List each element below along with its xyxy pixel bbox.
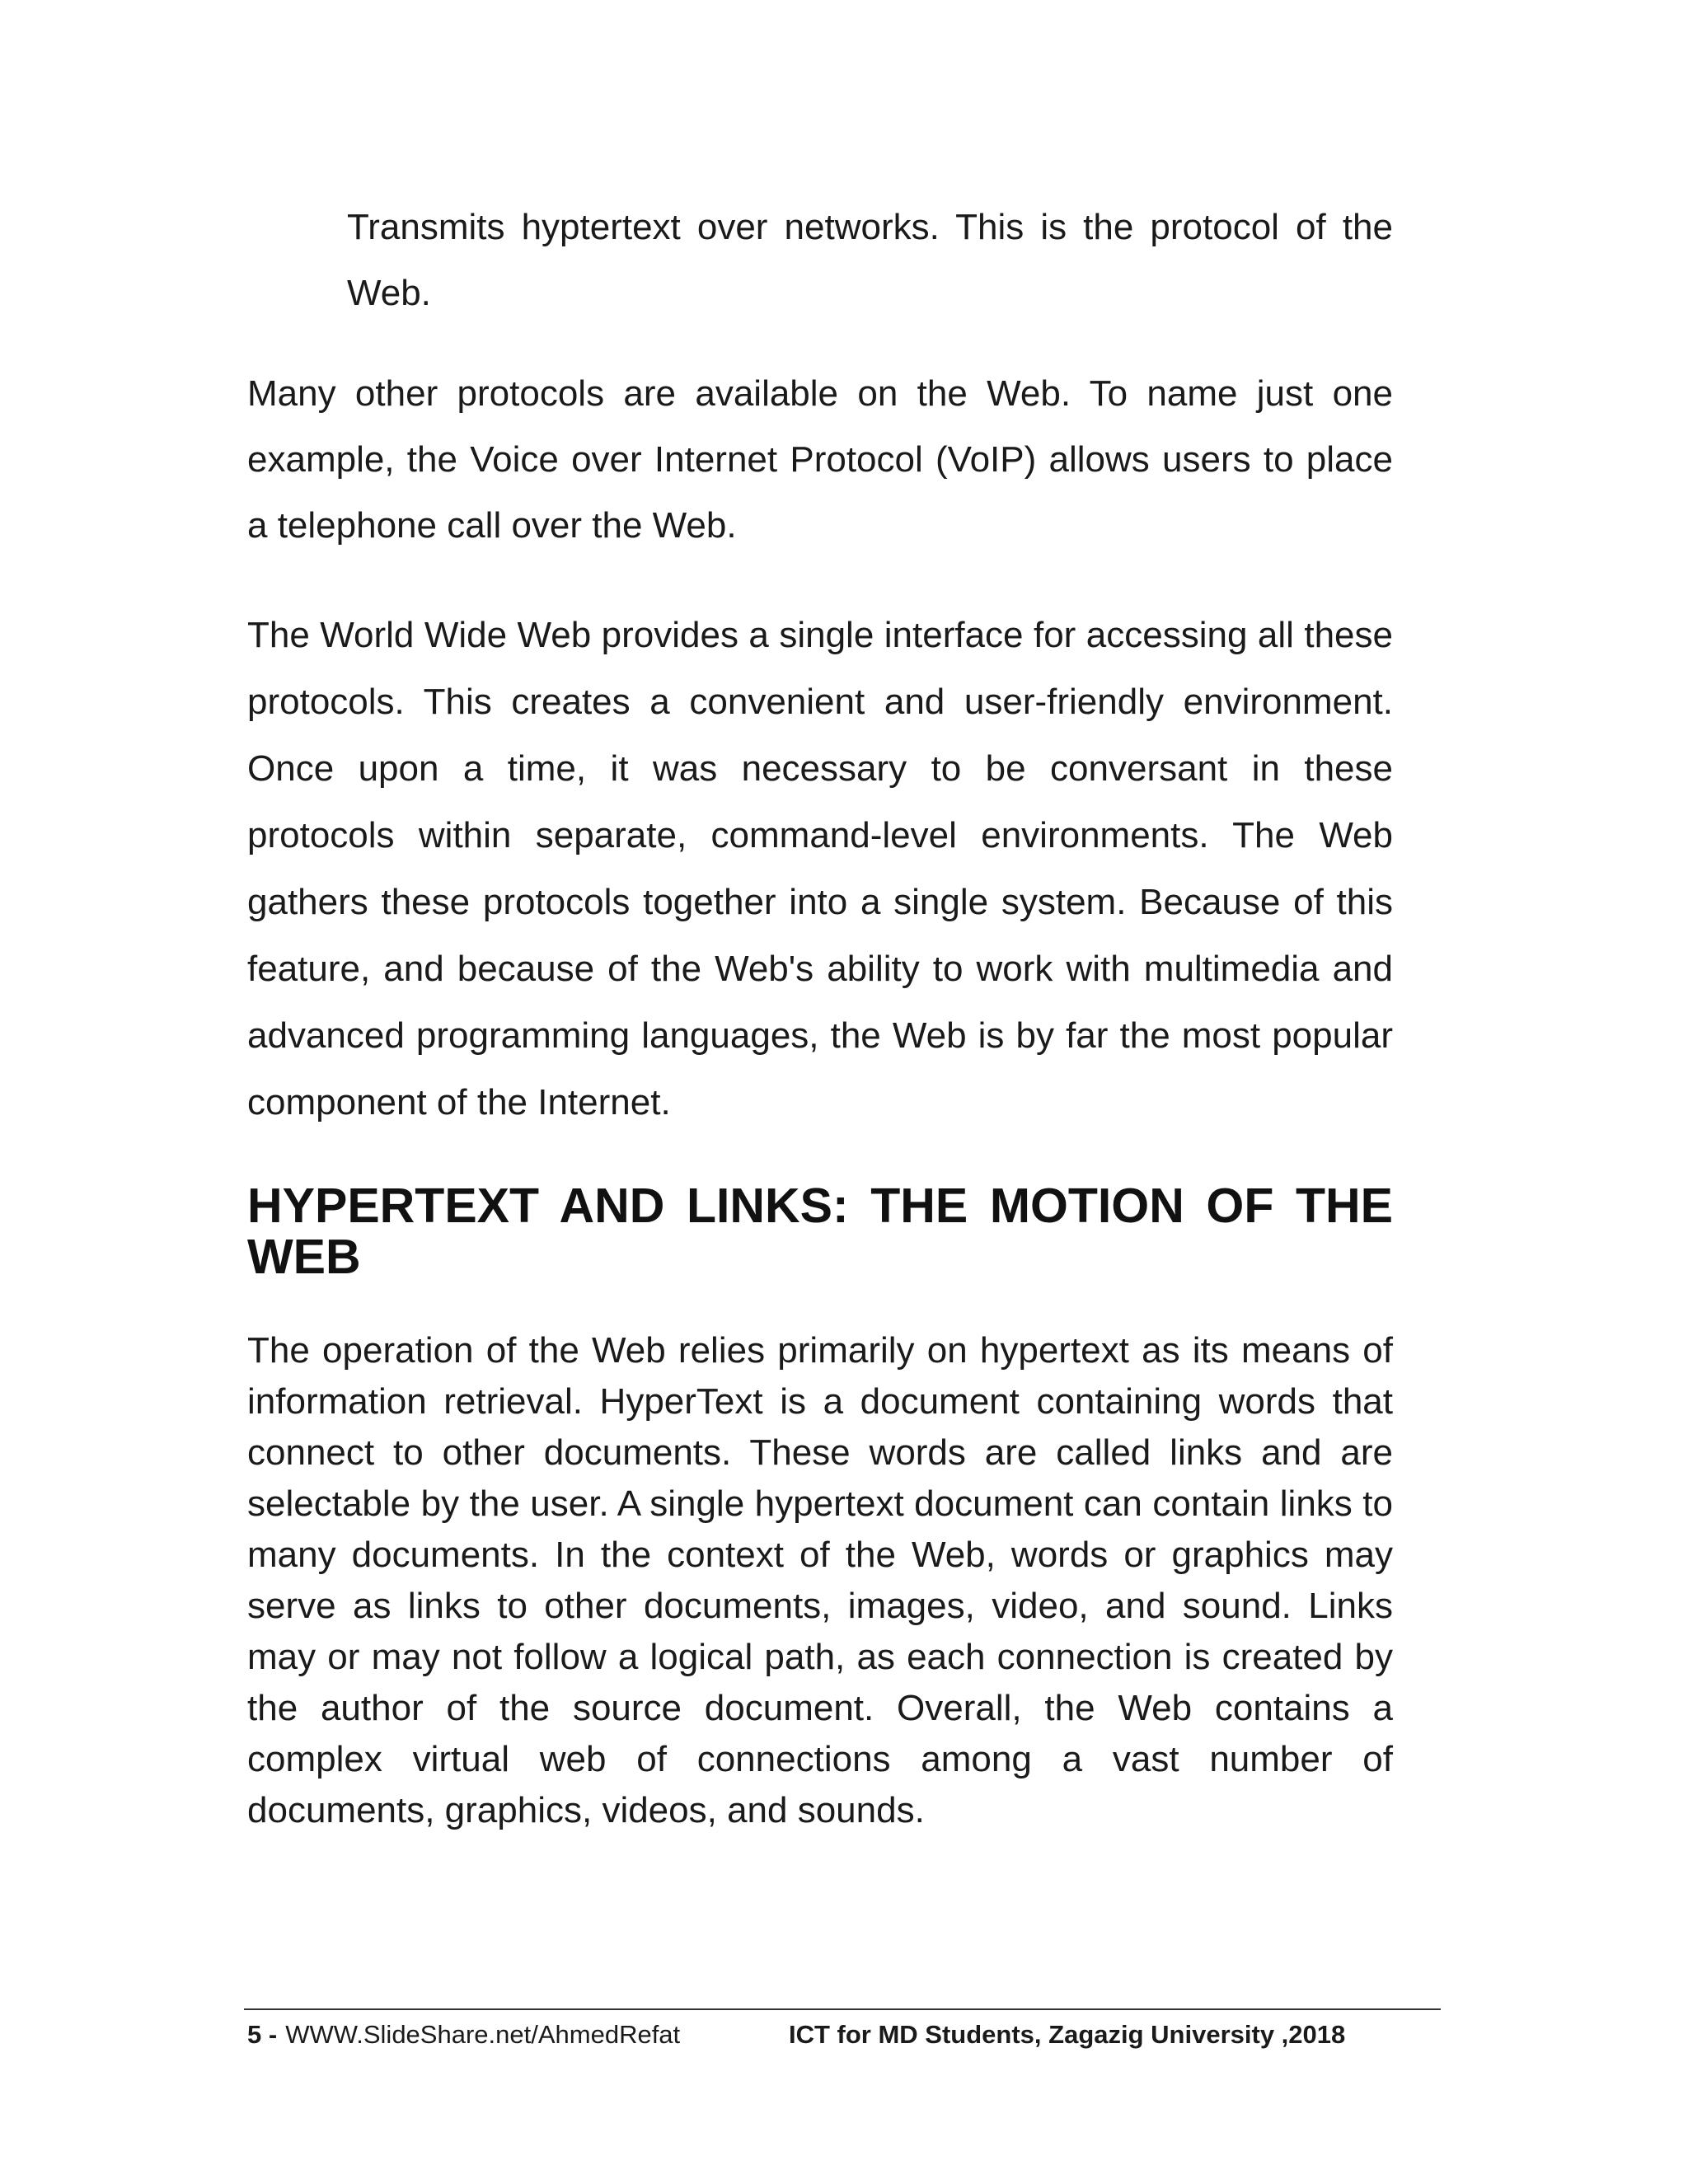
- paragraph-protocols: Many other protocols are available on the Web. To name just one example, the Voice over Internet Protocol (VoIP) allows users to place a telephone call over the Web.: [247, 373, 1393, 546]
- footer-divider: [244, 2008, 1441, 2010]
- section-heading: HYPERTEXT AND LINKS: THE MOTION OF THE WEB: [247, 1179, 1393, 1284]
- paragraph-hypertext: The operation of the Web relies primarily on hypertext as its means of information retrieval. HyperText is a document containing words that connect to other documents. These words are called links and are selectable by the user. A single hypertext document can contain links to many documents. In the context of the Web, words or graphics may serve as links to other documents, images, video, and sound. Links may or may not follow a logical path, as each connection is created by the author of the source document. Overall, the Web contains a complex virtual web of connections among a vast number of documents, graphics, videos, and sounds.: [247, 1330, 1393, 1830]
- paragraph-indented: Transmits hyptertext over networks. This is the protocol of the Web.: [347, 207, 1393, 313]
- page-footer: [247, 2014, 1441, 2055]
- paragraph-world-wide-web: The World Wide Web provides a single interface for accessing all these protocols. This creates a convenient and user-friendly environment. Once upon a time, it was necessary to be conversant in these protocols within separate, command-level environments. The Web gathers these protocols together into a single system. Because of this feature, and because of the Web's ability to work with multimedia and advanced programming languages, the Web is by far the most popular component of the Internet.: [247, 615, 1393, 1122]
- footer-course-title: ICT for MD Students, Zagazig University ,2018: [789, 2020, 1346, 2049]
- footer-page-number: 5 -: [247, 2020, 278, 2049]
- footer-url: WWW.SlideShare.net/AhmedRefat: [285, 2020, 681, 2049]
